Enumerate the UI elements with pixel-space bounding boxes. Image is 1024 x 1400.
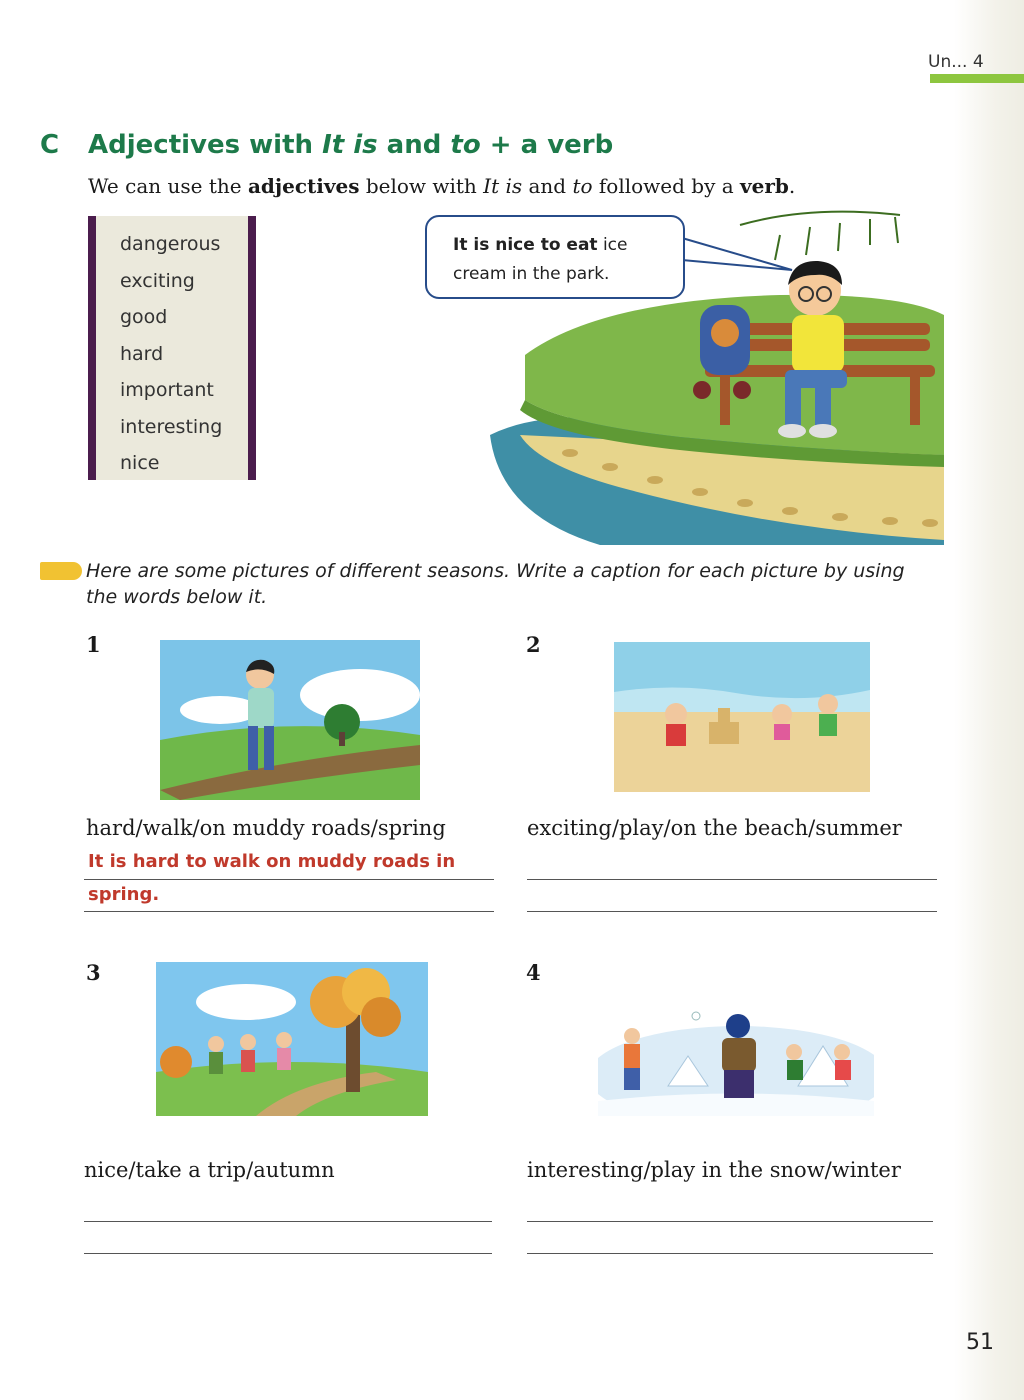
adjective-item: good (120, 306, 168, 328)
exercise-prompt: interesting/play in the snow/winter (527, 1158, 901, 1182)
section-letter: C (40, 130, 60, 160)
adjective-item: interesting (120, 415, 223, 438)
section-title: Adjectives with It is and to + a verb (88, 130, 614, 160)
exercise-number: 4 (526, 960, 541, 985)
exercise-number: 1 (86, 632, 101, 657)
answer-rule (527, 1221, 933, 1222)
summer-beach-picture (614, 642, 870, 792)
speech-bubble-line2: cream in the park. (453, 264, 610, 284)
section-intro: We can use the adjectives below with It is and to followed by a verb. (88, 174, 796, 198)
answer-line-1: It is hard to walk on muddy roads in (88, 851, 456, 872)
adjective-item: nice (120, 452, 160, 474)
adjective-item: hard (120, 342, 164, 365)
spring-walk-picture (160, 640, 420, 800)
unit-label: Un... 4 (928, 52, 984, 72)
adjective-box (88, 216, 256, 480)
adjective-item: important (120, 379, 214, 401)
speech-bubble-tail (680, 230, 800, 280)
answer-rule (84, 1221, 492, 1222)
page-number: 51 (966, 1330, 994, 1355)
answer-rule (84, 1253, 492, 1254)
answer-rule (527, 879, 937, 880)
exercise-number: 2 (526, 632, 541, 657)
winter-snow-picture (598, 1006, 874, 1116)
speech-bubble-line1: It is nice to eat ice (453, 235, 628, 255)
unit-bar (930, 74, 1024, 83)
autumn-trip-picture (156, 962, 428, 1116)
answer-rule (84, 911, 494, 912)
adjective-item: exciting (120, 269, 195, 292)
exercise-number: 3 (86, 960, 101, 985)
answer-rule (527, 1253, 933, 1254)
exercise-prompt: hard/walk/on muddy roads/spring (86, 816, 446, 840)
exercise-prompt: nice/take a trip/autumn (84, 1158, 335, 1182)
adjective-item: dangerous (120, 233, 221, 255)
answer-rule (84, 879, 494, 880)
page-edge-shade (954, 0, 1024, 1400)
answer-rule (527, 911, 937, 912)
instruction-text: Here are some pictures of different seasons. Write a caption for each picture by using the words below it. (86, 560, 905, 608)
instruction-marker (40, 562, 82, 580)
answer-line-2: spring. (88, 884, 160, 905)
speech-bubble (425, 215, 685, 299)
exercise-prompt: exciting/play/on the beach/summer (527, 816, 902, 840)
